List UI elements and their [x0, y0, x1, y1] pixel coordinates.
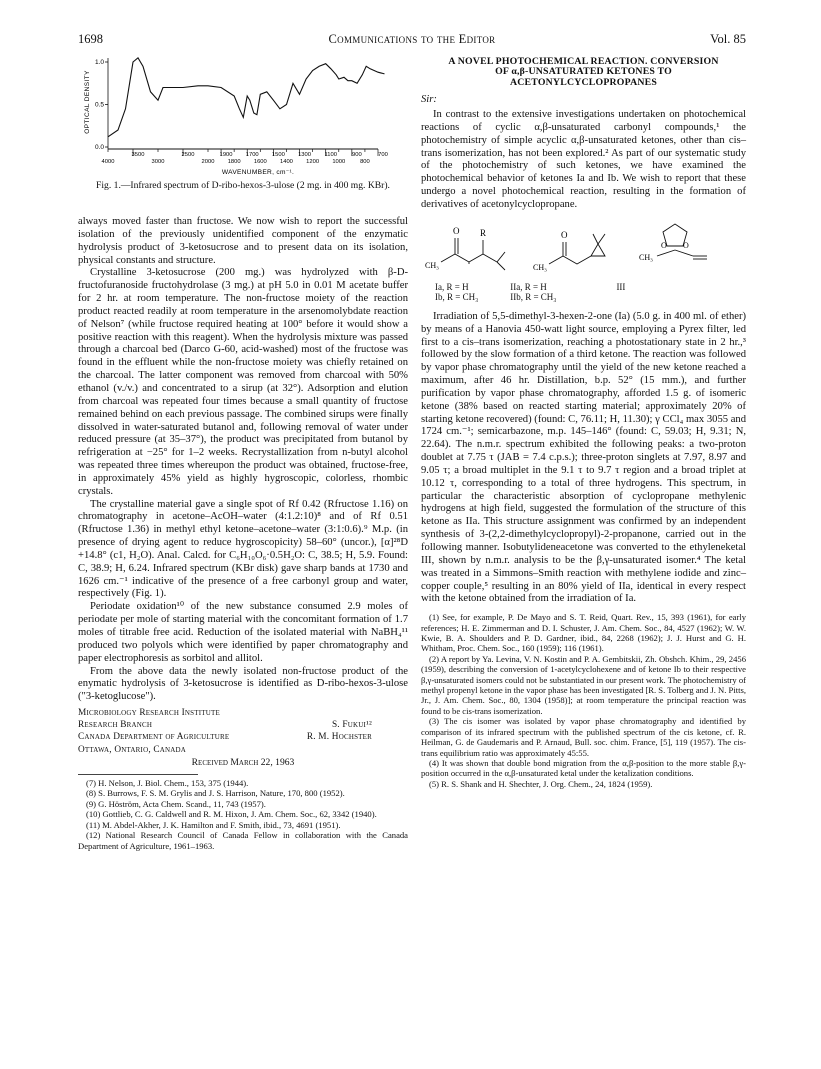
x-axis-label: WAVENUMBER, cm⁻¹. — [221, 169, 295, 176]
author: R. M. Hochster — [306, 732, 372, 743]
institution: Research Branch — [78, 720, 153, 731]
atom-label: O — [683, 240, 689, 250]
title-line: OF α,β-UNSATURATED KETONES TO — [495, 66, 672, 78]
atom-label: O — [453, 225, 460, 236]
signature-block — [78, 707, 408, 769]
structure-label: Ia, R = H — [435, 281, 469, 292]
footnote: (7) H. Nelson, J. Biol. Chem., 153, 375 (1944). — [86, 778, 249, 789]
paragraph: Irradiation of 5,5-dimethyl-3-hexen-2-one (Ia) (5.0 g. in 400 ml. of ether) by means of a Hanovia 450-watt light source, employing a Pyrex filter, led first to a cis–trans isomerization, reaching a photostationary state in 2 hr.,³ followed by the slow formation of a third ketone. The reaction was followed by vapor phase chromatography until the yield of the new ketone reached a maximum, after 46 hr. Distillation, b.p. 52° (15 mm.), and further purification by vapor phase chromatography, afforded 1.5 g. of isomeric ketone (38% based on reacted starting material; approximately 20% of starting ketone recovered) (found: C, 76.11; H, 11.30); γ CCl₄ max 3055 and 1724 cm.⁻¹; semicarbazone, m.p. 145–146° (found: C, 59.03; H, 9.31; N, 22.64). The n.m.r. spectrum exhibited the following peaks: a two-proton doublet at 7.75 τ (JAB = 7.4 c.p.s.); three-proton singlets at 7.97, 8.97 and 9.05 τ; a broad multiplet in the 9.1 τ to 9.7 τ region and a broad triplet at 10.12 τ, corresponding to a total of three hydrogens. This spectrum, in particular the characteristic absorption of cyclopropane methylenic hydrogens at high field, suggested the formulation of the structure of this ketone as IIa. This structure assignment was confirmed by an independent synthesis of 3-(2,2-dimethylcyclopropyl)-2-propanone, carried out in the following manner. Isobutylideneacetone was converted to the ethyleneketal III, shown by n.m.r. analysis to be the β,γ-unsaturated isomer.⁴ The ketal was treated in a Simmons–Smith reaction with methylene iodide and zinc–copper couple,⁵ resulting in an 80% yield of IIa, identical in every respect with the ketone obtained from the irradiation of Ia. — [421, 310, 746, 605]
x-tick-label: 1300 — [298, 152, 311, 158]
paragraph: Periodate oxidation¹⁰ of the new substance consumed 2.9 moles of periodate per mole of starting material with the concomitant formation of 1.7 moles of titrable free acid. Reduction of the isolated material with NaBH₄¹¹ produced two polyols which were identified by paper chromatography and paper electrophoresis as sorbitol and allitol. — [78, 601, 408, 664]
x-tick-label: 1500 — [271, 152, 285, 158]
article-title — [421, 57, 746, 88]
x-tick-label: 2000 — [201, 159, 215, 165]
title-line: ACETONYLCYCLOPROPANES — [510, 76, 657, 88]
x-tick-label: 900 — [352, 152, 362, 158]
structure-label: IIb, R = CH₃ — [510, 292, 557, 303]
paragraph: always moved faster than fructose. We now wish to report the successful isolation of the previously unidentified component of the enzymatic hydrolysis product of 3-ketosucrose and to present data on its isolation, physical constants and structure. — [78, 216, 408, 266]
right-column — [421, 52, 746, 789]
paragraph: In contrast to the extensive investigations undertaken on photochemical reactions of cyclic α,β-unsaturated carbonyl compounds,¹ the photochemistry of simple acyclic α,β-unsaturated ketones, other than cis–trans isomerization, has not been explored.² As part of our systematic study of the photochemistry of such ketones, we have examined the photochemical behavior of ketones Ia and Ib. We wish to report that these undergo a novel photochemical reaction, resulting in the formation of derivatives of acetonylcyclopropane. — [421, 109, 746, 210]
atom-label: CH₃ — [425, 260, 439, 270]
salutation: Sir: — [421, 94, 437, 106]
footnote: (4) It was shown that double bond migration from the α,β-position to the more stable β,γ-position occurred in the α,β-unsaturated ketal under the ketalization conditions. — [421, 757, 746, 779]
footnote-rule — [78, 774, 198, 775]
x-tick-label: 1700 — [245, 152, 259, 158]
structure-II — [549, 234, 605, 264]
figure-caption: Fig. 1.—Infrared spectrum of D-ribo-hexos-3-ulose (2 mg. in 400 mg. KBr). — [96, 180, 390, 191]
atom-label: CH₃ — [533, 262, 547, 272]
y-axis-label: OPTICAL DENSITY — [84, 70, 91, 134]
chemical-structures — [421, 216, 746, 308]
title-line: A NOVEL PHOTOCHEMICAL REACTION. CONVERSION — [448, 56, 719, 67]
atom-label: O — [561, 229, 568, 240]
x-tick-label: 700 — [378, 152, 388, 158]
footnote: (12) National Research Council of Canada Fellow in collaboration with the Canada Department of Agriculture, 1961–1963. — [78, 830, 408, 851]
structure-labels — [435, 282, 657, 303]
x-tick-label: 3500 — [131, 152, 145, 158]
footnote: (5) R. S. Shank and H. Shechter, J. Org. Chem., 24, 1824 (1959). — [429, 778, 653, 789]
footnote: (10) Gottlieb, C. G. Caldwell and R. M. Hixon, J. Am. Chem. Soc., 62, 3342 (1940). — [86, 809, 377, 820]
x-tick-label: 1900 — [219, 152, 233, 158]
volume-label: Vol. 85 — [710, 32, 746, 46]
y-tick-label: 0.0 — [94, 144, 104, 151]
footnotes — [421, 612, 746, 789]
x-tick-label: 1400 — [280, 159, 293, 165]
footnotes — [78, 778, 408, 851]
x-tick-label: 800 — [360, 159, 370, 165]
received-date: Received March 22, 1963 — [191, 756, 295, 768]
page-number: 1698 — [78, 32, 103, 46]
structure-I — [441, 238, 505, 270]
y-tick-label: 0.5 — [94, 101, 104, 109]
x-tick-label: 1100 — [324, 152, 337, 158]
x-tick-label: 3000 — [151, 159, 165, 165]
footnote: (8) S. Burrows, F. S. M. Grylis and J. S. Harrison, Nature, 170, 800 (1952). — [86, 788, 345, 799]
x-tick-label: 1800 — [227, 159, 241, 165]
x-tick-label: 2500 — [181, 152, 195, 158]
structure-drawings — [421, 216, 746, 286]
institution: Microbiology Research Institute — [78, 708, 220, 719]
atom-label: O — [661, 240, 667, 250]
y-tick-label: 1.0 — [94, 59, 104, 66]
institution: Ottawa, Ontario, Canada — [78, 744, 187, 755]
structure-label: III — [616, 281, 626, 292]
left-column — [78, 52, 408, 851]
institution: Canada Department of Agriculture — [78, 732, 230, 743]
running-title: Communications to the Editor — [328, 32, 496, 46]
author: S. Fukui¹² — [331, 720, 372, 731]
footnote: (1) See, for example, P. De Mayo and S. T. Reid, Quart. Rev., 15, 393 (1961), for early references; H. E. Zimmerman and D. I. Schuster, J. Am. Chem. Soc., 84, 4527 (1962); W. W. Kwie, B. A. Shoulders and P. D. Gardner, ibid., 84, 2268 (1962); J. J. Hurst and G. H. Whitham, Proc. Chem. Soc., 160 (1959); 116 (1961). — [421, 612, 746, 654]
atom-label: CH₃ — [639, 252, 653, 262]
structure-label: Ib, R = CH₃ — [435, 292, 479, 303]
ir-spectrum-line — [108, 58, 385, 137]
ir-spectrum-figure — [78, 52, 408, 216]
x-tick-label: 1000 — [332, 159, 346, 165]
x-tick-label: 4000 — [101, 159, 115, 165]
paragraph: Crystalline 3-ketosucrose (200 mg.) was hydrolyzed with β-D-fructofuranoside fructohydrolase (3 mg.) at pH 5.0 in 0.01 M acetate buffer for 2 hr. at room temperature. The non-fructose moiety of the reaction product reacted readily at room temperature in the arsenomolybdate reaction of Nelson⁷ (while fructose required heating at 100° before it would show a positive reaction with this reagent). When the hydrolysis mixture was passed through a charcoal bed (Darco G-60, acid-washed) most of the fructose was found in the effluent while the non-fructose moiety was chiefly retained on the charcoal. The latter component was removed from charcoal with 50% ethanol (v./v.) and concentrated to a sirup (at 32°). Adsorption and elution from charcoal was repeated four times because a small quantity of fructose remained behind on each previous passage. The combined sirups were finally dissolved in water-saturated butanol and, following removal of water under reduced pressure (at 35–37°), the product was precipitated from butanol by refrigeration at −25° for 1–2 weeks. Recrystallization from n-butyl alcohol was repeated three times whereupon the product was obtained, fructose-free, in approximately 45% yield as highly hygroscopic, colorless, rhombic crystals. — [78, 267, 408, 497]
page-header — [78, 32, 746, 48]
footnote: (9) G. Höström, Acta Chem. Scand., 11, 743 (1957). — [86, 798, 266, 809]
paragraph: The crystalline material gave a single spot of Rf 0.42 (Rfructose 1.16) on chromatography in acetone–AcOH–water (4:1.2:10)⁸ and of Rf 0.51 (Rfructose 1.36) in methyl ethyl ketone–acetone–water (3:1:0.6).⁹ M.p. (in presence of drying agent to reduce hygroscopicity) 58–60° (uncor.), [α]²⁸D +14.8° (c1, H₂O). Anal. Calcd. for C₆H₁₀O₆·0.5H₂O: C, 38.5; H, 5.9. Found: C, 38.9; H, 6.24. Infrared spectrum (KBr disk) gave sharp bands at 1730 and 1626 cm.⁻¹ indicative of the presence of a free carbonyl group and water, respectively (Fig. 1). — [78, 498, 408, 600]
footnote: (11) M. Abdel-Akher, J. K. Hamilton and F. Smith, ibid., 73, 4691 (1951). — [86, 819, 341, 830]
footnote: (2) A report by Ya. Levina, V. N. Kostin and P. A. Gembitskii, Zh. Obshch. Khim., 29, 2456 (1959), describing the conversion of 1-acetylcyclohexene and of ketone Ib to their respective β,γ-unsaturated isomers could not be substantiated in our present work. The photochemistry of methyl propenyl ketone in the vapor phase has been investigated [R. S. Tolberg and J. N. Pitts, Jr., J. Am. Chem. Soc., 80, 1304 (1958)]; at room temperature the principal reaction was found to be cis-trans isomerization. — [421, 653, 746, 716]
footnote: (3) The cis isomer was isolated by vapor phase chromatography and identified by comparison of its infrared spectrum with the published spectrum of the cis ketone, cf. R. Heilman, G. de Gaudemaris and P. Arnaud, Bull. soc. chim. France, [5], 119 (1957). The cis-trans equilibrium ratio was approximately 45:55. — [421, 716, 746, 758]
atom-label: R — [480, 227, 487, 238]
x-tick-label: 1200 — [306, 159, 320, 165]
structure-label: IIa, R = H — [510, 281, 547, 292]
x-tick-label: 1600 — [253, 159, 267, 165]
paragraph: From the above data the newly isolated non-fructose product of the enymatic hydrolysis of 3-ketosucrose is identified as D-ribo-hexos-3-ulose ("3-ketoglucose"). — [78, 665, 408, 703]
